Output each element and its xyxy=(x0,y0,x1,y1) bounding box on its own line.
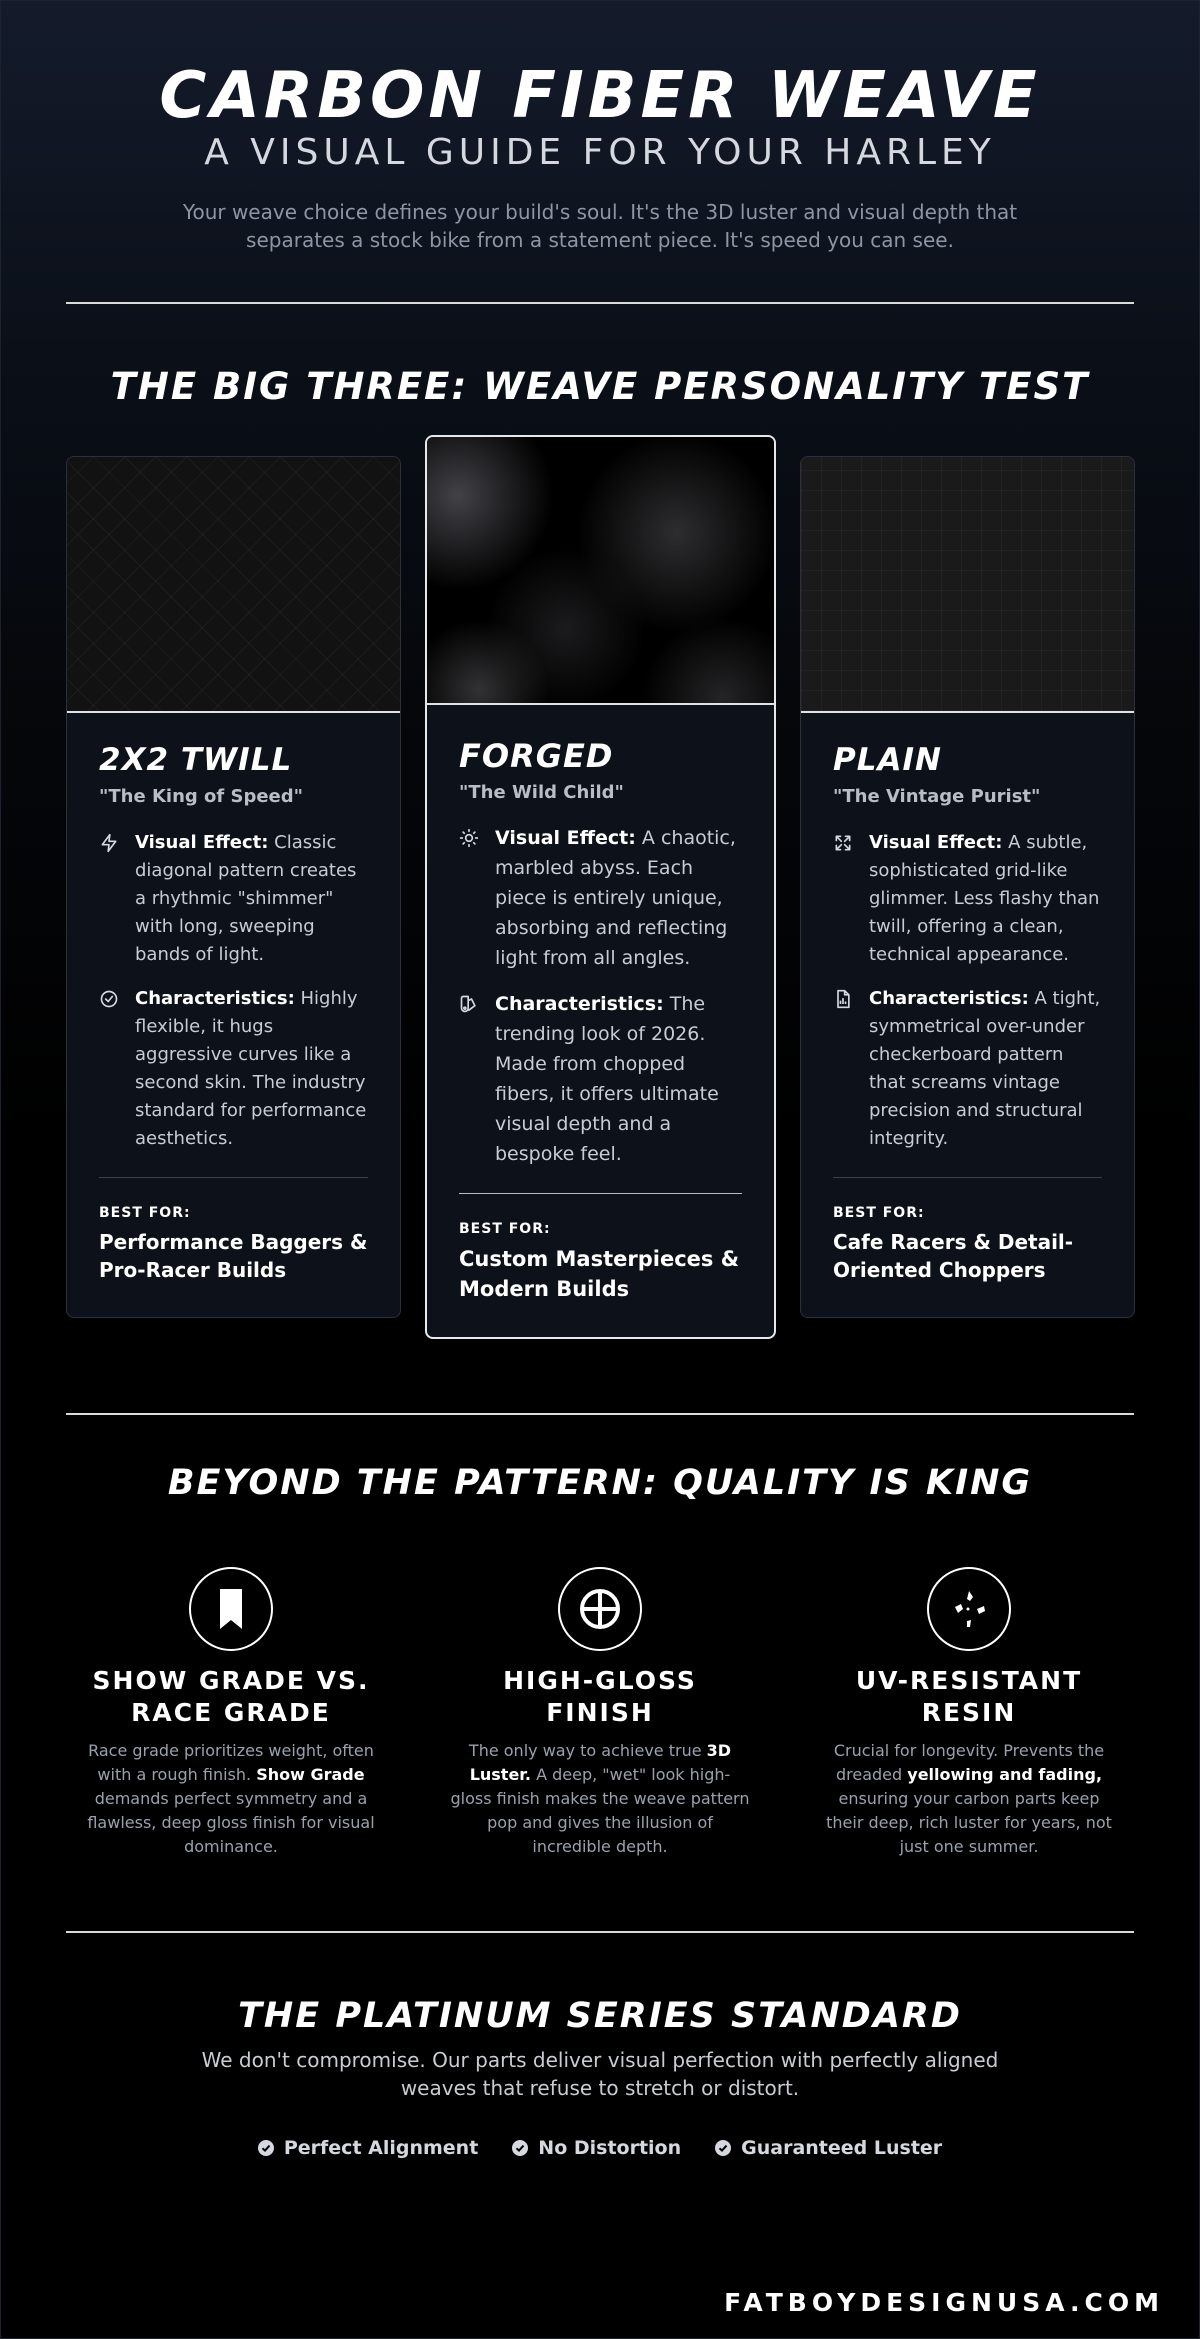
expand-arrows-icon xyxy=(833,833,853,853)
desc-text: A deep, "wet" look high-gloss finish makes the weave pattern pop and gives the illusion of incredible depth. xyxy=(450,1765,750,1856)
weave-name: 2X2 TWILL xyxy=(99,742,293,778)
visual-effect-feature xyxy=(99,829,368,969)
check-circle-icon xyxy=(715,2140,731,2156)
feature-label: Visual Effect: xyxy=(495,827,636,849)
quality-title: HIGH-GLOSS FINISH xyxy=(503,1666,697,1727)
crosshair-icon xyxy=(558,1567,642,1651)
desc-text: demands perfect symmetry and a flawless, deep gloss finish for visual dominance. xyxy=(87,1789,375,1856)
feature-text: A chaotic, marbled abyss. Each piece is entirely unique, absorbing and reflecting light from all angles. xyxy=(495,827,736,969)
desc-emphasis: Show Grade xyxy=(256,1765,365,1784)
quality-section-title: BEYOND THE PATTERN: QUALITY IS KING xyxy=(167,1463,1033,1503)
palette-icon xyxy=(459,993,479,1013)
quality-item-high-gloss xyxy=(450,1665,750,1859)
footer-site-link[interactable]: FATBOYDESIGNUSA.COM xyxy=(724,2288,1164,2317)
feature-text: Classic diagonal pattern creates a rhythmic "shimmer" with long, sweeping bands of light. xyxy=(135,832,357,965)
guarantee-label: Perfect Alignment xyxy=(283,2137,479,2159)
check-circle-icon xyxy=(512,2140,528,2156)
section-divider xyxy=(66,1931,1134,1933)
best-for-label: BEST FOR: xyxy=(459,1221,551,1237)
quality-item-uv-resin xyxy=(819,1665,1119,1859)
card-divider xyxy=(459,1193,742,1194)
guarantee-item xyxy=(715,2136,942,2160)
weave-name: FORGED xyxy=(459,737,614,775)
page-subtitle: A VISUAL GUIDE FOR YOUR HARLEY xyxy=(204,132,996,173)
check-circle-icon xyxy=(258,2140,274,2156)
characteristics-feature xyxy=(459,989,742,1169)
guarantee-list xyxy=(0,2136,1200,2160)
feature-label: Visual Effect: xyxy=(869,832,1003,853)
characteristics-feature xyxy=(833,985,1102,1153)
quality-description xyxy=(819,1739,1119,1859)
plain-weave-swatch xyxy=(801,457,1134,713)
weave-tagline: "The Vintage Purist" xyxy=(833,786,1041,807)
desc-text: ensuring your carbon parts keep their deep, rich luster for years, not just one summer. xyxy=(826,1789,1112,1856)
best-for-value: Performance Baggers & Pro-Racer Builds xyxy=(99,1230,368,1282)
intro-text: Your weave choice defines your build's soul. It's the 3D luster and visual depth that separates a stock bike from a statement piece. It's speed you can see. xyxy=(182,200,1018,252)
best-for-value: Custom Masterpieces & Modern Builds xyxy=(459,1247,740,1301)
feature-text: A tight, symmetrical over-under checkerboard pattern that screams vintage precision and structural integrity. xyxy=(869,988,1101,1149)
desc-text: Race grade prioritizes weight, often with a rough finish. xyxy=(88,1741,374,1784)
guarantee-item xyxy=(512,2136,681,2160)
weave-tagline: "The Wild Child" xyxy=(459,782,624,803)
document-chart-icon xyxy=(833,989,853,1009)
check-circle-icon xyxy=(99,989,119,1009)
visual-effect-feature xyxy=(833,829,1102,969)
characteristics-feature xyxy=(99,985,368,1153)
desc-emphasis: yellowing and fading, xyxy=(907,1765,1103,1784)
weave-card-plain xyxy=(800,456,1135,1318)
quality-title: SHOW GRADE VS. RACE GRADE xyxy=(92,1666,370,1727)
platinum-title: THE PLATINUM SERIES STANDARD xyxy=(238,1996,962,2036)
weave-tagline: "The King of Speed" xyxy=(99,786,304,807)
feature-text: A subtle, sophisticated grid-like glimmer. Less flashy than twill, offering a clean, technical appearance. xyxy=(869,832,1100,965)
quality-item-show-grade xyxy=(81,1665,381,1859)
desc-text: Crucial for longevity. Prevents the dreaded xyxy=(833,1741,1105,1784)
card-divider xyxy=(99,1177,368,1178)
card-divider xyxy=(833,1177,1102,1178)
desc-text: The only way to achieve true xyxy=(468,1741,707,1760)
feature-label: Characteristics: xyxy=(135,988,295,1009)
guarantee-item xyxy=(258,2136,478,2160)
section-divider xyxy=(66,1413,1134,1415)
twill-weave-swatch xyxy=(67,457,400,713)
quality-description xyxy=(450,1739,750,1859)
forged-weave-swatch xyxy=(427,437,774,705)
best-for-label: BEST FOR: xyxy=(833,1205,925,1221)
feature-label: Characteristics: xyxy=(869,988,1029,1009)
feature-text: Highly flexible, it hugs aggressive curves like a second skin. The industry standard for performance aesthetics. xyxy=(135,988,367,1149)
best-for-value: Cafe Racers & Detail-Oriented Choppers xyxy=(833,1230,1074,1282)
feature-label: Visual Effect: xyxy=(135,832,269,853)
guarantee-label: Guaranteed Luster xyxy=(741,2137,943,2159)
guarantee-label: No Distortion xyxy=(538,2137,682,2159)
weaves-section-title: THE BIG THREE: WEAVE PERSONALITY TEST xyxy=(110,365,1090,408)
feature-text: The trending look of 2026. Made from chopped fibers, it offers ultimate visual depth and a bespoke feel. xyxy=(495,993,719,1165)
weave-card-twill xyxy=(66,456,401,1318)
lightbulb-icon xyxy=(459,827,479,847)
weave-name: PLAIN xyxy=(833,742,942,778)
sun-shield-icon xyxy=(927,1567,1011,1651)
weave-card-forged xyxy=(425,435,776,1339)
section-divider xyxy=(66,302,1134,304)
visual-effect-feature xyxy=(459,823,742,973)
lightning-icon xyxy=(99,833,119,853)
page-title: CARBON FIBER WEAVE xyxy=(159,59,1041,133)
bookmark-icon xyxy=(189,1567,273,1651)
quality-description xyxy=(81,1739,381,1859)
best-for-label: BEST FOR: xyxy=(99,1205,191,1221)
desc-emphasis: 3D Luster. xyxy=(469,1741,732,1784)
feature-label: Characteristics: xyxy=(495,993,664,1015)
quality-title: UV-RESISTANT RESIN xyxy=(855,1666,1083,1727)
platinum-description: We don't compromise. Our parts deliver visual perfection with perfectly aligned weaves that refuse to stretch or distort. xyxy=(201,2048,999,2100)
